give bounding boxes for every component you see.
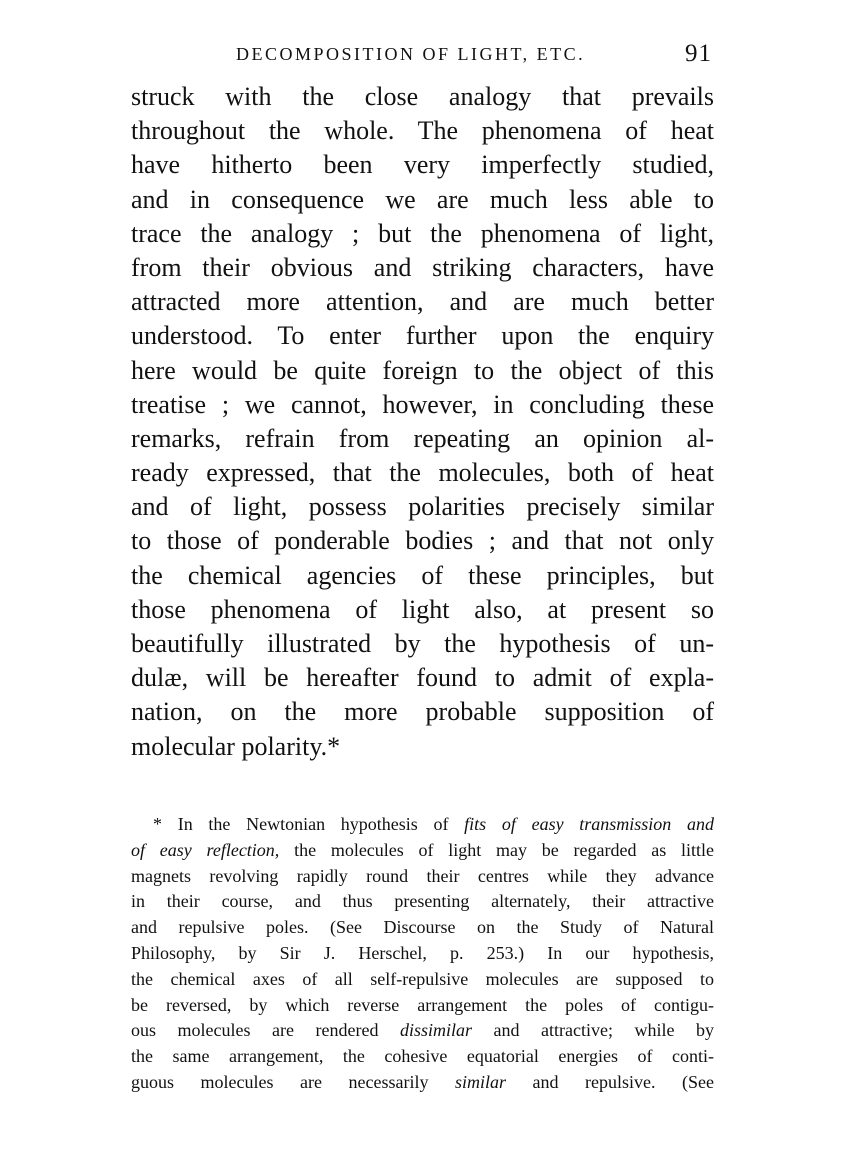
footnote-text: and attractive; while by — [472, 1020, 714, 1041]
footnote-line: Philosophy, by Sir J. Herschel, p. 253.) In our hypothesis, — [131, 942, 714, 963]
running-head — [236, 40, 716, 70]
footnote-text: guous molecules are necessarily — [131, 1071, 455, 1092]
running-head-title: DECOMPOSITION OF LIGHT, ETC. — [236, 44, 586, 64]
footnote-text: ous molecules are rendered — [131, 1020, 400, 1041]
body-line: remarks, refrain from repeating an opinion al- — [131, 423, 714, 453]
footnote-line: and repulsive poles. (See Discourse on the Study of Natural — [131, 917, 714, 938]
body-line: have hitherto been very imperfectly studied, — [131, 150, 714, 180]
footnote-italic: fits of easy transmission and — [464, 814, 714, 834]
footnote-italic: of easy reflection, — [131, 839, 280, 860]
body-paragraph — [131, 80, 714, 764]
body-line: trace the analogy ; but the phenomena of light, — [131, 218, 714, 248]
footnote-line: the chemical axes of all self-repulsive molecules are supposed to — [131, 968, 714, 989]
footnote-line: magnets revolving rapidly round their centres while they advance — [131, 865, 714, 886]
page-number: 91 — [685, 40, 712, 67]
footnote — [131, 812, 714, 1096]
body-line: beautifully illustrated by the hypothesis of un- — [131, 629, 714, 658]
footnote-line — [131, 838, 714, 864]
body-line: nation, on the more probable supposition of — [131, 697, 714, 727]
body-line: the chemical agencies of these principles, but — [131, 560, 714, 590]
footnote-text: and repulsive. (See — [506, 1071, 714, 1092]
body-line: dulæ, will be hereafter found to admit of expla- — [131, 663, 714, 693]
body-line: molecular polarity.* — [131, 731, 341, 761]
body-line: from their obvious and striking characters, have — [131, 252, 714, 282]
footnote-line: be reversed, by which reverse arrangement the poles of contigu- — [131, 994, 714, 1015]
body-line: understood. To enter further upon the enquiry — [131, 321, 714, 351]
body-line: here would be quite foreign to the object of this — [131, 355, 714, 385]
body-line: treatise ; we cannot, however, in concluding these — [131, 389, 714, 419]
body-line: and of light, possess polarities precisely similar — [131, 492, 714, 522]
footnote-line — [131, 1018, 714, 1044]
footnote-italic: dissimilar — [399, 1020, 472, 1041]
footnote-text: * In the Newtonian hypothesis of — [153, 814, 465, 834]
footnote-line: in their course, and thus presenting alternately, their attractive — [131, 891, 714, 912]
body-line: to those of ponderable bodies ; and that not only — [131, 526, 714, 556]
footnote-text: the molecules of light may be regarded as little — [279, 839, 715, 860]
footnote-line — [131, 1070, 714, 1096]
body-line: throughout the whole. The phenomena of heat — [131, 116, 714, 146]
body-line: struck with the close analogy that prevails — [131, 82, 714, 111]
footnote-line: the same arrangement, the cohesive equatorial energies of conti- — [131, 1046, 714, 1067]
body-line: ready expressed, that the molecules, both of heat — [131, 458, 714, 488]
body-line: and in consequence we are much less able to — [131, 184, 714, 214]
body-line: attracted more attention, and are much better — [131, 287, 714, 317]
footnote-line — [131, 812, 714, 838]
footnote-italic: similar — [454, 1071, 506, 1092]
body-line: those phenomena of light also, at present so — [131, 594, 714, 624]
